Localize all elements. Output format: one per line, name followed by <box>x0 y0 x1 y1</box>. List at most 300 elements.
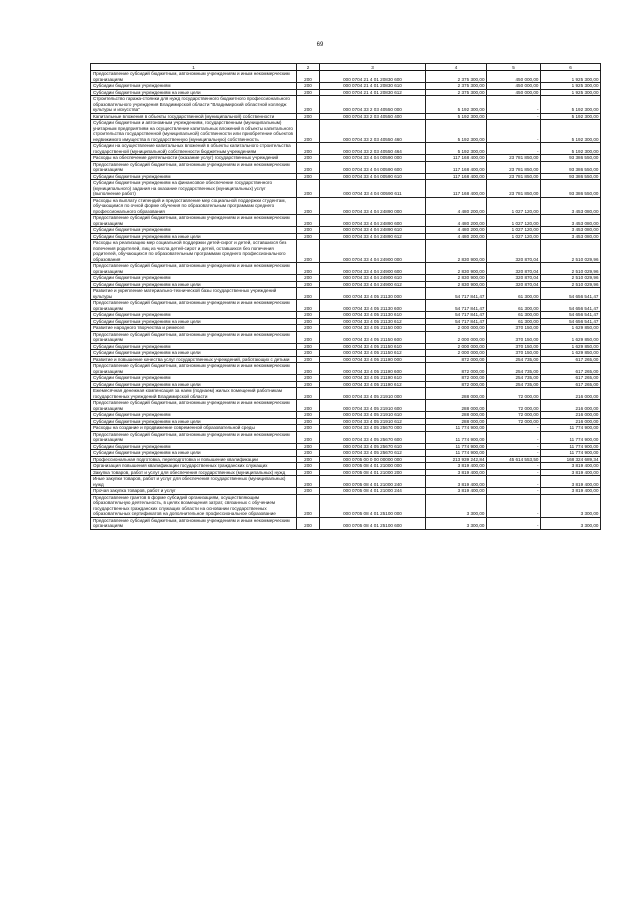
row-name: Предоставление субсидий бюджетным, автономным учреждениям и иным некоммерческим организациям <box>91 517 297 529</box>
row-executed-amount: - <box>487 120 541 143</box>
row-approved-amount: 2 000 000,00 <box>426 350 487 357</box>
row-unexecuted-amount: 3 300,00 <box>541 494 601 517</box>
row-name: Субсидии бюджетным учреждениям на иные цели <box>91 233 297 240</box>
row-name: Субсидии бюджетным учреждениям <box>91 275 297 282</box>
table-row <box>91 418 601 425</box>
row-budget-code: 000 0704 33 4 04 24890 000 <box>320 197 426 215</box>
row-budget-code: 000 0704 33 2 03 40550 464 <box>320 143 426 155</box>
row-admin-code: 200 <box>297 412 320 419</box>
table-row <box>91 400 601 412</box>
row-budget-code: 000 0704 33 4 05 21190 612 <box>320 381 426 388</box>
row-admin-code: 200 <box>297 288 320 300</box>
row-admin-code: 200 <box>297 456 320 463</box>
row-executed-amount: 254 735,00 <box>487 356 541 363</box>
row-unexecuted-amount: 3 453 080,00 <box>541 233 601 240</box>
row-executed-amount: 72 000,00 <box>487 418 541 425</box>
row-executed-amount: 370 150,00 <box>487 331 541 343</box>
table-row <box>91 227 601 234</box>
row-executed-amount: 370 150,00 <box>487 350 541 357</box>
row-approved-amount: 2 000 000,00 <box>426 331 487 343</box>
row-unexecuted-amount: 54 656 541,47 <box>541 300 601 312</box>
row-budget-code: 000 0705 08 4 01 25100 600 <box>320 517 426 529</box>
row-budget-code: 000 0704 33 4 04 00590 000 <box>320 155 426 162</box>
row-approved-amount: 5 192 300,00 <box>426 113 487 120</box>
row-budget-code: 000 0704 33 4 04 24900 610 <box>320 275 426 282</box>
row-name: Прочая закупка товаров, работ и услуг <box>91 488 297 495</box>
row-executed-amount: 320 870,04 <box>487 240 541 263</box>
row-name: Строительство гаража-стоянки для нужд государственного бюджетного профессионального образовательного учреждения Владимирской области "Владимирский областной колледж культуры и искусства" <box>91 96 297 114</box>
row-executed-amount: 450 000,00 <box>487 71 541 83</box>
row-unexecuted-amount: 5 192 300,00 <box>541 120 601 143</box>
row-budget-code: 000 0704 33 4 05 25670 600 <box>320 431 426 443</box>
header-col-4: 4 <box>426 64 487 71</box>
row-unexecuted-amount: 617 265,00 <box>541 381 601 388</box>
row-approved-amount: 3 819 400,00 <box>426 469 487 476</box>
table-row <box>91 494 601 517</box>
table-row <box>91 281 601 288</box>
row-budget-code: 000 0704 33 4 05 21910 000 <box>320 388 426 400</box>
row-budget-code: 000 0704 33 4 05 21910 610 <box>320 412 426 419</box>
row-budget-code: 000 0704 33 4 05 21130 610 <box>320 312 426 319</box>
row-unexecuted-amount: 3 453 080,00 <box>541 227 601 234</box>
row-name: Предоставление грантов в форме субсидий организациям, осуществляющим образовательную деятельность, в целях возмещения затрат, связанных с обучением государственных гражданских служащих области на основании государственных образовательных сертификатов на дополнительное профессиональное образование <box>91 494 297 517</box>
table-row <box>91 120 601 143</box>
row-approved-amount: 872 000,00 <box>426 381 487 388</box>
row-executed-amount: 23 781 850,00 <box>487 173 541 180</box>
row-name: Предоставление субсидий бюджетным, автономным учреждениям и иным некоммерческим организациям <box>91 300 297 312</box>
row-name: Предоставление субсидий бюджетным, автономным учреждениям и иным некоммерческим организациям <box>91 71 297 83</box>
row-name: Субсидии бюджетным учреждениям на иные цели <box>91 318 297 325</box>
row-admin-code: 200 <box>297 443 320 450</box>
row-approved-amount: 54 717 841,47 <box>426 288 487 300</box>
row-approved-amount: 4 480 200,00 <box>426 233 487 240</box>
row-budget-code: 000 0704 33 4 05 21190 600 <box>320 363 426 375</box>
table-row <box>91 233 601 240</box>
row-admin-code: 200 <box>297 331 320 343</box>
row-approved-amount: 11 774 900,00 <box>426 431 487 443</box>
row-name: Расходы на выплату стипендий и предоставление мер социальной поддержки студентам, обучающимся по очной форме обучения по образовательным программам среднего профессионального образования <box>91 197 297 215</box>
table-row <box>91 312 601 319</box>
table-row <box>91 263 601 275</box>
header-col-1: 1 <box>91 64 297 71</box>
row-executed-amount: 61 300,00 <box>487 312 541 319</box>
row-admin-code: 200 <box>297 325 320 332</box>
row-executed-amount: 254 735,00 <box>487 363 541 375</box>
row-unexecuted-amount: 3 819 400,00 <box>541 469 601 476</box>
row-unexecuted-amount: 93 386 550,00 <box>541 173 601 180</box>
row-unexecuted-amount: 1 925 300,00 <box>541 89 601 96</box>
row-executed-amount: 1 027 120,00 <box>487 197 541 215</box>
row-admin-code: 200 <box>297 388 320 400</box>
row-admin-code: 200 <box>297 96 320 114</box>
row-name: Профессиональная подготовка, переподготовка и повышение квалификации <box>91 456 297 463</box>
row-unexecuted-amount: 11 774 900,00 <box>541 450 601 457</box>
row-unexecuted-amount: 2 510 029,96 <box>541 281 601 288</box>
row-admin-code: 200 <box>297 400 320 412</box>
row-approved-amount: 872 000,00 <box>426 363 487 375</box>
row-approved-amount: 2 830 900,00 <box>426 240 487 263</box>
table-row <box>91 456 601 463</box>
row-approved-amount: 2 000 000,00 <box>426 343 487 350</box>
table-row <box>91 89 601 96</box>
row-admin-code: 200 <box>297 113 320 120</box>
row-approved-amount: 3 819 400,00 <box>426 463 487 470</box>
row-name: Субсидии бюджетным учреждениям <box>91 312 297 319</box>
row-admin-code: 200 <box>297 343 320 350</box>
row-unexecuted-amount: 3 300,00 <box>541 517 601 529</box>
table-row <box>91 325 601 332</box>
row-executed-amount: 72 000,00 <box>487 412 541 419</box>
row-executed-amount: 1 027 120,00 <box>487 215 541 227</box>
row-budget-code: 000 0704 33 4 05 21190 000 <box>320 356 426 363</box>
row-name: Предоставление субсидий бюджетным, автономным учреждениям и иным некоммерческим организациям <box>91 431 297 443</box>
row-executed-amount: - <box>487 143 541 155</box>
row-name: Субсидии бюджетным учреждениям <box>91 412 297 419</box>
table-row <box>91 240 601 263</box>
row-executed-amount: 320 870,04 <box>487 275 541 282</box>
row-unexecuted-amount: 1 629 850,00 <box>541 350 601 357</box>
table-row <box>91 215 601 227</box>
header-col-3: 3 <box>320 64 426 71</box>
row-approved-amount: 117 168 400,00 <box>426 161 487 173</box>
row-executed-amount: 61 300,00 <box>487 318 541 325</box>
row-unexecuted-amount: 216 000,00 <box>541 418 601 425</box>
row-admin-code: 200 <box>297 350 320 357</box>
row-executed-amount: - <box>487 450 541 457</box>
table-row <box>91 431 601 443</box>
row-unexecuted-amount: 54 656 541,47 <box>541 288 601 300</box>
row-name: Субсидии бюджетным учреждениям <box>91 173 297 180</box>
row-approved-amount: 2 375 300,00 <box>426 71 487 83</box>
row-name: Развитие и укрепление материально-технической базы государственных учреждений культуры <box>91 288 297 300</box>
row-admin-code: 200 <box>297 197 320 215</box>
row-approved-amount: 3 300,00 <box>426 494 487 517</box>
table-row <box>91 83 601 90</box>
row-name: Расходы на создание и продвижение современной образовательной среды <box>91 425 297 432</box>
row-unexecuted-amount: 2 510 029,96 <box>541 275 601 282</box>
row-budget-code: 000 0704 33 4 05 21130 000 <box>320 288 426 300</box>
row-budget-code: 000 0704 21 4 01 20830 612 <box>320 89 426 96</box>
row-budget-code: 000 0705 08 4 01 25100 000 <box>320 494 426 517</box>
row-approved-amount: 11 774 900,00 <box>426 443 487 450</box>
row-admin-code: 200 <box>297 233 320 240</box>
row-budget-code: 000 0705 00 0 00 00000 000 <box>320 456 426 463</box>
row-approved-amount: 11 774 900,00 <box>426 450 487 457</box>
row-name: Расходы на реализацию мер социальной поддержки детей-сирот и детей, оставшихся без попечения родителей, лиц из числа детей-сирот и детей, оставшихся без попечения родителей, обучающихся по образовательным программам среднего профессионального образования <box>91 240 297 263</box>
row-admin-code: 200 <box>297 517 320 529</box>
row-executed-amount: - <box>487 425 541 432</box>
row-name: Субсидии бюджетным учреждениям на иные цели <box>91 381 297 388</box>
table-row <box>91 375 601 382</box>
row-admin-code: 200 <box>297 312 320 319</box>
row-executed-amount: 61 300,00 <box>487 300 541 312</box>
table-row <box>91 343 601 350</box>
row-admin-code: 200 <box>297 215 320 227</box>
table-row <box>91 412 601 419</box>
row-budget-code: 000 0704 33 4 04 24900 000 <box>320 240 426 263</box>
row-approved-amount: 213 939 242,84 <box>426 456 487 463</box>
row-name: Предоставление субсидий бюджетным, автономным учреждениям и иным некоммерческим организациям <box>91 161 297 173</box>
row-unexecuted-amount: 3 819 400,00 <box>541 488 601 495</box>
table-row <box>91 331 601 343</box>
row-admin-code: 200 <box>297 89 320 96</box>
row-executed-amount: 45 614 553,50 <box>487 456 541 463</box>
row-unexecuted-amount: 1 629 850,00 <box>541 343 601 350</box>
row-budget-code: 000 0704 33 4 04 24890 600 <box>320 215 426 227</box>
row-budget-code: 000 0704 33 4 05 25670 610 <box>320 443 426 450</box>
row-name: Субсидии бюджетным учреждениям на иные цели <box>91 450 297 457</box>
row-admin-code: 200 <box>297 71 320 83</box>
row-approved-amount: 3 300,00 <box>426 517 487 529</box>
row-executed-amount: 320 870,04 <box>487 281 541 288</box>
row-executed-amount: 254 735,00 <box>487 381 541 388</box>
table-row <box>91 197 601 215</box>
table-row <box>91 275 601 282</box>
row-admin-code: 200 <box>297 120 320 143</box>
row-admin-code: 200 <box>297 161 320 173</box>
row-budget-code: 000 0704 33 4 05 21150 612 <box>320 350 426 357</box>
row-unexecuted-amount: 5 192 300,00 <box>541 96 601 114</box>
row-unexecuted-amount: 3 453 080,00 <box>541 215 601 227</box>
row-admin-code: 200 <box>297 275 320 282</box>
row-executed-amount: 254 735,00 <box>487 375 541 382</box>
row-admin-code: 200 <box>297 83 320 90</box>
table-body <box>91 71 601 530</box>
row-name: Предоставление субсидий бюджетным, автономным учреждениям и иным некоммерческим организациям <box>91 263 297 275</box>
row-unexecuted-amount: 54 656 541,47 <box>541 312 601 319</box>
row-admin-code: 200 <box>297 375 320 382</box>
header-col-6: 6 <box>541 64 601 71</box>
row-approved-amount: 117 168 400,00 <box>426 180 487 198</box>
row-name: Субсидии на осуществление капитальных вложений в объекты капитального строительства государственной (муниципальной) собственности бюджетным учреждениям <box>91 143 297 155</box>
row-budget-code: 000 0705 08 4 01 21000 244 <box>320 488 426 495</box>
row-executed-amount: 1 027 120,00 <box>487 227 541 234</box>
row-name: Закупка товаров, работ и услуг для обеспечения государственных (муниципальных) нужд <box>91 469 297 476</box>
row-admin-code: 200 <box>297 356 320 363</box>
row-admin-code: 200 <box>297 463 320 470</box>
row-executed-amount: 61 300,00 <box>487 288 541 300</box>
row-unexecuted-amount: 617 265,00 <box>541 363 601 375</box>
row-name: Субсидии бюджетным учреждениям <box>91 375 297 382</box>
row-budget-code: 000 0704 33 4 04 24900 612 <box>320 281 426 288</box>
row-budget-code: 000 0704 33 4 05 25670 000 <box>320 425 426 432</box>
row-unexecuted-amount: 5 192 300,00 <box>541 113 601 120</box>
row-executed-amount: - <box>487 113 541 120</box>
row-name: Субсидии бюджетным учреждениям <box>91 227 297 234</box>
row-unexecuted-amount: 2 510 029,96 <box>541 263 601 275</box>
row-unexecuted-amount: 93 386 550,00 <box>541 155 601 162</box>
row-name: Иные закупки товаров, работ и услуг для обеспечения государственных (муниципальных) нужд <box>91 476 297 488</box>
page-number: 69 <box>316 42 324 48</box>
row-approved-amount: 288 000,00 <box>426 388 487 400</box>
row-approved-amount: 4 480 200,00 <box>426 197 487 215</box>
row-name: Субсидии бюджетным и автономным учреждениям, государственным (муниципальным) унитарным предприятиям на осуществление капитальных вложений в объекты капитального строительства государственной (муниципальной) собственности или приобретение объектов недвижимого имущества в государственную (муниципальную) собственность <box>91 120 297 143</box>
row-executed-amount: - <box>487 476 541 488</box>
row-admin-code: 200 <box>297 173 320 180</box>
row-unexecuted-amount: 93 386 550,00 <box>541 180 601 198</box>
row-budget-code: 000 0704 33 4 04 24890 612 <box>320 233 426 240</box>
row-unexecuted-amount: 1 925 300,00 <box>541 71 601 83</box>
table-row <box>91 155 601 162</box>
row-executed-amount: - <box>487 463 541 470</box>
row-budget-code: 000 0704 33 4 05 21910 612 <box>320 418 426 425</box>
row-budget-code: 000 0705 08 4 01 21000 240 <box>320 476 426 488</box>
row-unexecuted-amount: 1 925 300,00 <box>541 83 601 90</box>
row-approved-amount: 5 192 300,00 <box>426 143 487 155</box>
row-name: Предоставление субсидий бюджетным, автономным учреждениям и иным некоммерческим организациям <box>91 331 297 343</box>
row-executed-amount: - <box>487 488 541 495</box>
row-unexecuted-amount: 11 774 900,00 <box>541 425 601 432</box>
row-name: Субсидии бюджетным учреждениям на иные цели <box>91 281 297 288</box>
row-name: Субсидии бюджетным учреждениям <box>91 83 297 90</box>
row-approved-amount: 4 480 200,00 <box>426 215 487 227</box>
row-name: Ежемесячная денежная компенсация за наем (поднаем) жилых помещений работникам государственных учреждений Владимирской области <box>91 388 297 400</box>
table-row <box>91 381 601 388</box>
row-unexecuted-amount: 3 819 400,00 <box>541 463 601 470</box>
table-row <box>91 517 601 529</box>
table-row <box>91 173 601 180</box>
row-unexecuted-amount: 54 656 541,47 <box>541 318 601 325</box>
table-row <box>91 388 601 400</box>
row-admin-code: 200 <box>297 450 320 457</box>
table-row <box>91 143 601 155</box>
table-header-row <box>91 64 601 71</box>
row-budget-code: 000 0704 33 4 04 00590 611 <box>320 180 426 198</box>
table-row <box>91 161 601 173</box>
row-executed-amount: 72 000,00 <box>487 388 541 400</box>
row-executed-amount: 23 781 850,00 <box>487 161 541 173</box>
header-col-5: 5 <box>487 64 541 71</box>
row-unexecuted-amount: 216 000,00 <box>541 388 601 400</box>
row-unexecuted-amount: 3 819 400,00 <box>541 476 601 488</box>
row-budget-code: 000 0704 33 4 05 21910 600 <box>320 400 426 412</box>
row-approved-amount: 288 000,00 <box>426 412 487 419</box>
table-row <box>91 476 601 488</box>
budget-table <box>90 63 601 530</box>
row-name: Развитие народного творчества и ремесел <box>91 325 297 332</box>
row-approved-amount: 54 717 841,47 <box>426 312 487 319</box>
row-approved-amount: 11 774 900,00 <box>426 425 487 432</box>
row-budget-code: 000 0704 33 4 04 00590 610 <box>320 173 426 180</box>
row-admin-code: 200 <box>297 476 320 488</box>
row-budget-code: 000 0704 33 2 03 40550 460 <box>320 120 426 143</box>
row-approved-amount: 3 819 400,00 <box>426 488 487 495</box>
row-unexecuted-amount: 2 510 029,96 <box>541 240 601 263</box>
row-admin-code: 200 <box>297 431 320 443</box>
row-approved-amount: 5 192 300,00 <box>426 96 487 114</box>
row-name: Предоставление субсидий бюджетным, автономным учреждениям и иным некоммерческим организациям <box>91 363 297 375</box>
row-executed-amount: 370 150,00 <box>487 325 541 332</box>
row-approved-amount: 2 830 900,00 <box>426 275 487 282</box>
row-approved-amount: 288 000,00 <box>426 418 487 425</box>
table-row <box>91 356 601 363</box>
row-unexecuted-amount: 216 000,00 <box>541 412 601 419</box>
row-name: Субсидии бюджетным учреждениям на иные цели <box>91 418 297 425</box>
row-budget-code: 000 0704 33 4 04 24900 600 <box>320 263 426 275</box>
row-unexecuted-amount: 617 265,00 <box>541 375 601 382</box>
row-executed-amount: 450 000,00 <box>487 89 541 96</box>
row-admin-code: 200 <box>297 263 320 275</box>
row-admin-code: 200 <box>297 300 320 312</box>
row-name: Организация повышения квалификации государственных гражданских служащих <box>91 463 297 470</box>
row-budget-code: 000 0704 21 4 01 20830 610 <box>320 83 426 90</box>
row-name: Субсидии бюджетным учреждениям на финансовое обеспечение государственного (муниципального) задания на оказание государственных (муниципальных) услуг (выполнение работ) <box>91 180 297 198</box>
row-unexecuted-amount: 3 453 080,00 <box>541 197 601 215</box>
row-executed-amount: 23 781 850,00 <box>487 155 541 162</box>
row-budget-code: 000 0705 08 4 01 21000 200 <box>320 469 426 476</box>
row-budget-code: 000 0704 33 2 03 40550 400 <box>320 113 426 120</box>
row-budget-code: 000 0704 33 4 05 21150 600 <box>320 331 426 343</box>
table-row <box>91 300 601 312</box>
row-admin-code: 200 <box>297 281 320 288</box>
row-name: Субсидии бюджетным учреждениям на иные цели <box>91 350 297 357</box>
row-unexecuted-amount: 168 324 689,34 <box>541 456 601 463</box>
row-budget-code: 000 0704 33 4 05 21190 610 <box>320 375 426 382</box>
row-approved-amount: 872 000,00 <box>426 356 487 363</box>
row-budget-code: 000 0704 33 2 03 40550 000 <box>320 96 426 114</box>
row-unexecuted-amount: 617 265,00 <box>541 356 601 363</box>
row-unexecuted-amount: 1 629 850,00 <box>541 331 601 343</box>
table-row <box>91 71 601 83</box>
row-executed-amount: 23 781 850,00 <box>487 180 541 198</box>
row-executed-amount: 320 870,04 <box>487 263 541 275</box>
row-executed-amount: 1 027 120,00 <box>487 233 541 240</box>
row-admin-code: 200 <box>297 240 320 263</box>
row-unexecuted-amount: 5 192 300,00 <box>541 143 601 155</box>
row-admin-code: 200 <box>297 227 320 234</box>
row-budget-code: 000 0704 33 4 04 00590 600 <box>320 161 426 173</box>
row-admin-code: 200 <box>297 488 320 495</box>
row-admin-code: 200 <box>297 494 320 517</box>
row-approved-amount: 2 000 000,00 <box>426 325 487 332</box>
row-executed-amount: 450 000,00 <box>487 83 541 90</box>
row-admin-code: 200 <box>297 155 320 162</box>
table-row <box>91 180 601 198</box>
row-executed-amount: - <box>487 96 541 114</box>
row-budget-code: 000 0704 33 4 05 21130 600 <box>320 300 426 312</box>
row-approved-amount: 4 480 200,00 <box>426 227 487 234</box>
table-row <box>91 318 601 325</box>
table-row <box>91 350 601 357</box>
header-col-2: 2 <box>297 64 320 71</box>
row-budget-code: 000 0704 33 4 04 24890 610 <box>320 227 426 234</box>
row-unexecuted-amount: 93 386 550,00 <box>541 161 601 173</box>
row-unexecuted-amount: 1 629 850,00 <box>541 325 601 332</box>
row-approved-amount: 2 375 300,00 <box>426 83 487 90</box>
row-approved-amount: 2 375 300,00 <box>426 89 487 96</box>
row-admin-code: 200 <box>297 381 320 388</box>
row-executed-amount: 370 150,00 <box>487 343 541 350</box>
table-row <box>91 288 601 300</box>
row-executed-amount: - <box>487 443 541 450</box>
row-admin-code: 200 <box>297 318 320 325</box>
row-approved-amount: 2 830 900,00 <box>426 263 487 275</box>
row-budget-code: 000 0704 21 4 01 20830 600 <box>320 71 426 83</box>
row-approved-amount: 117 168 400,00 <box>426 155 487 162</box>
row-name: Предоставление субсидий бюджетным, автономным учреждениям и иным некоммерческим организациям <box>91 215 297 227</box>
row-budget-code: 000 0704 33 4 05 21150 610 <box>320 343 426 350</box>
row-approved-amount: 3 819 400,00 <box>426 476 487 488</box>
row-approved-amount: 288 000,00 <box>426 400 487 412</box>
table-row <box>91 363 601 375</box>
row-name: Предоставление субсидий бюджетным, автономным учреждениям и иным некоммерческим организациям <box>91 400 297 412</box>
row-approved-amount: 5 192 300,00 <box>426 120 487 143</box>
row-budget-code: 000 0704 33 4 05 25670 612 <box>320 450 426 457</box>
row-approved-amount: 54 717 841,47 <box>426 300 487 312</box>
row-executed-amount: - <box>487 469 541 476</box>
row-budget-code: 000 0704 33 4 05 21130 612 <box>320 318 426 325</box>
row-executed-amount: - <box>487 517 541 529</box>
